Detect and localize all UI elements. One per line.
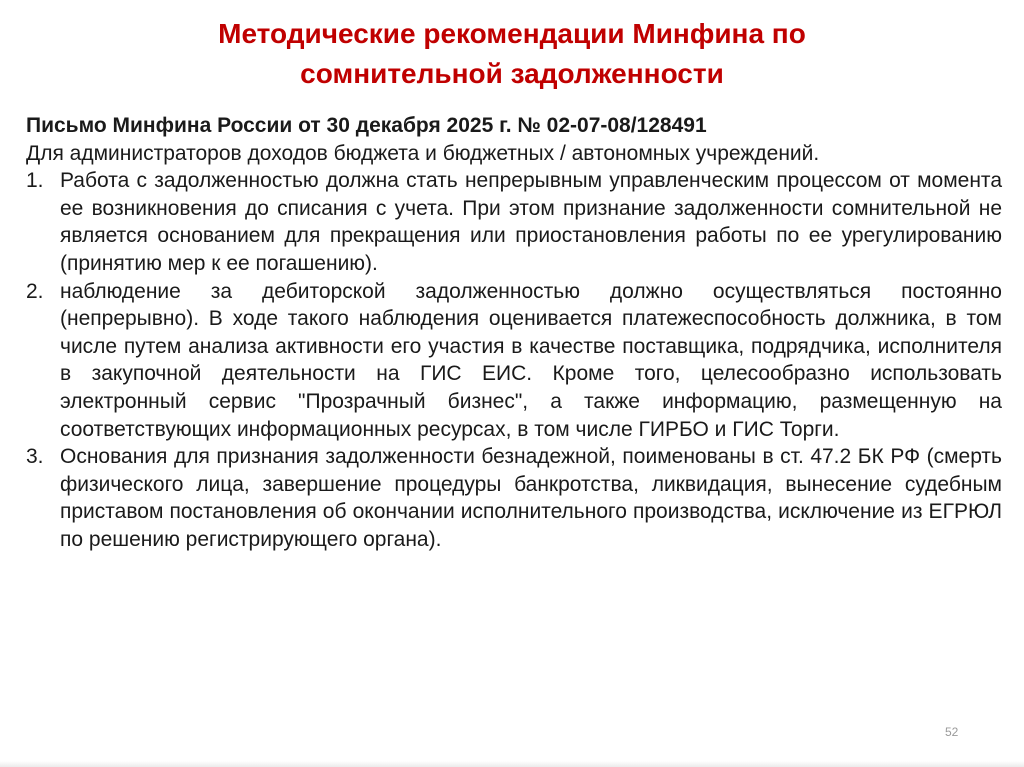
list-item xyxy=(26,443,1002,553)
list-item-text: Основания для признания задолженности безнадежной, поименованы в ст. 47.2 БК РФ (смерть физического лица, завершение процедуры банкротства, ликвидация, вынесение судебным приставом постановления об окончании исполнительного производства, исключение из ЕГРЮЛ по решению регистрирующего органа). xyxy=(60,445,1002,551)
slide-title-line-1: Методические рекомендации Минфина по xyxy=(218,18,806,49)
letter-reference: Письмо Минфина России от 30 декабря 2025 г. № 02-07-08/128491 xyxy=(26,114,707,137)
list-item-text: наблюдение за дебиторской задолженностью должно осуществляться постоянно (непрерывно). В ходе такого наблюдения оценивается платежеспособность должника, в том числе путем анализа активности его участия в качестве поставщика, подрядчика, исполнителя в закупочной деятельности на ГИС ЕИС. Кроме того, целесообразно использовать электронный сервис "Прозрачный бизнес", а также информацию, размещенную на соответствующих информационных ресурсах, в том числе ГИРБО и ГИС Торги. xyxy=(60,279,1002,441)
list-item-text: Работа с задолженностью должна стать непрерывным управленческим процессом от момента ее возникновения до списания с учета. При этом признание задолженности сомнительной не является основанием для прекращения или приостановления работы по ее урегулированию (принятию мер к ее погашению). xyxy=(60,169,1002,275)
slide-content xyxy=(26,112,1002,554)
recommendations-list xyxy=(26,167,1002,553)
slide-title xyxy=(60,14,964,94)
list-item-number: 1. xyxy=(26,169,44,193)
list-item-number: 2. xyxy=(26,279,44,303)
page-number: 52 xyxy=(945,725,959,739)
slide-title-line-2: сомнительной задолженности xyxy=(300,58,724,89)
list-item xyxy=(26,167,1002,277)
list-item xyxy=(26,278,1002,444)
slide-bottom-shadow xyxy=(0,761,1024,767)
audience-note: Для администраторов доходов бюджета и бюджетных / автономных учреждений. xyxy=(26,141,820,165)
list-item-number: 3. xyxy=(26,445,44,469)
